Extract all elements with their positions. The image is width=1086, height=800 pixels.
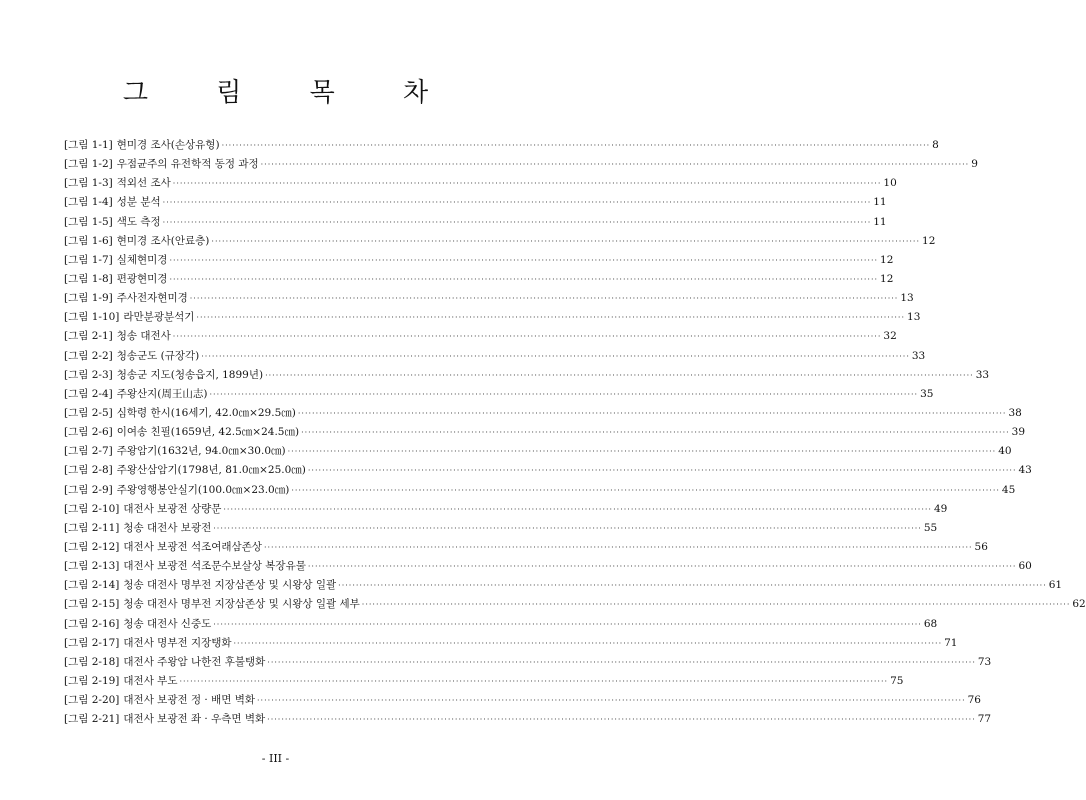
toc-entry[interactable] (64, 174, 897, 193)
figure-label: [그림 1-1] (64, 139, 113, 151)
dot-leader: ········································································································································································································ (291, 485, 1000, 495)
figure-title: 청송 대전사 명부전 지장삼존상 및 시왕상 일괄 (123, 579, 337, 592)
figure-title: 대전사 보광전 정 · 배면 벽화 (123, 694, 256, 707)
page-number: 60 (1018, 560, 1032, 573)
page-number: 40 (998, 445, 1012, 458)
figure-title: 대전사 주왕암 나한전 후불탱화 (123, 655, 266, 668)
figure-label: [그림 1-7] (64, 253, 113, 266)
toc-entry[interactable] (64, 404, 1022, 423)
figure-label: [그림 2-15] (64, 598, 120, 611)
page-number: 8 (932, 139, 939, 151)
figure-label: [그림 2-2] (64, 349, 113, 362)
dot-leader: ········································································································································································································ (172, 179, 882, 189)
page-number: 33 (911, 349, 926, 362)
figure-label: [그림 2-5] (64, 406, 113, 419)
toc-entry[interactable] (64, 710, 992, 729)
figure-label: [그림 1-5] (64, 215, 113, 228)
figure-title: 대전사 보광전 좌 · 우측면 벽화 (123, 713, 266, 726)
page-number: 71 (944, 636, 958, 649)
page-number: 68 (923, 617, 938, 630)
figure-label: [그림 2-6] (64, 426, 113, 439)
figure-title: 대전사 보광전 석조문수보살상 복장유물 (123, 560, 306, 573)
figure-label: [그림 2-11] (64, 521, 120, 534)
figure-title: 대전사 보광전 석조여래삼존상 (123, 540, 262, 553)
figure-title: 대전사 부도 (123, 674, 178, 687)
dot-leader: ········································································································································································································ (213, 523, 922, 533)
figure-title: 청송 대전사 신중도 (123, 617, 212, 630)
dot-leader: ········································································································································································································ (265, 370, 974, 380)
toc-entry[interactable] (64, 385, 934, 404)
toc-entry[interactable] (64, 634, 958, 653)
figure-label: [그림 2-4] (64, 387, 113, 400)
page-number: 11 (873, 196, 887, 209)
page-number: 62 (1072, 598, 1086, 611)
page-number: 11 (873, 215, 887, 228)
toc-entry[interactable] (64, 251, 894, 270)
toc-entry[interactable] (64, 615, 938, 634)
toc-entry[interactable] (64, 366, 990, 385)
toc-entry[interactable] (64, 347, 926, 366)
toc-entry[interactable] (64, 576, 1063, 595)
figure-title: 청송 대전사 보광전 (123, 521, 212, 534)
page-number: 13 (907, 311, 921, 324)
page-number: 10 (883, 177, 897, 190)
figure-label: [그림 2-1] (64, 330, 113, 343)
figure-label: [그림 1-9] (64, 292, 113, 305)
dot-leader: ········································································································································································································ (263, 542, 973, 552)
toc-entry[interactable] (64, 461, 1032, 480)
figure-label: [그림 1-4] (64, 196, 113, 209)
toc-entry[interactable] (64, 595, 1086, 614)
dot-leader: ········································································································································································································ (162, 198, 872, 208)
dot-leader: ········································································································································································································ (223, 504, 932, 514)
figure-label: [그림 2-13] (64, 560, 120, 573)
page-number: 75 (890, 674, 904, 687)
toc-entry[interactable] (64, 500, 948, 519)
figure-label: [그림 2-18] (64, 655, 120, 668)
dot-leader: ········································································································································································································ (361, 600, 1071, 610)
figure-label: [그림 2-9] (64, 483, 113, 496)
toc-entry[interactable] (64, 423, 1026, 442)
page-number: 12 (922, 234, 936, 247)
dot-leader: ········································································································································································································ (169, 274, 879, 284)
dot-leader: ········································································································································································································ (209, 389, 919, 399)
toc-entry[interactable] (64, 232, 936, 251)
figure-label: [그림 2-20] (64, 694, 120, 707)
dot-leader: ········································································································································································································ (221, 141, 931, 150)
figure-title: 주왕암기(1632년, 94.0㎝×30.0㎝) (116, 445, 286, 458)
figure-title: 청송 대전사 명부전 지장삼존상 및 시왕상 일괄 세부 (123, 598, 360, 611)
page-number: 32 (883, 330, 897, 343)
toc-entry[interactable] (64, 155, 978, 174)
figure-label: [그림 1-2] (64, 158, 113, 171)
figure-title: 주사전자현미경 (116, 292, 188, 305)
figure-title: 현미경 조사(안료층) (116, 234, 210, 247)
dot-leader: ········································································································································································································ (307, 562, 1017, 572)
toc-entry[interactable] (64, 538, 988, 557)
page-number: 43 (1018, 464, 1032, 477)
table-of-figures (64, 136, 1086, 729)
toc-entry[interactable] (64, 691, 981, 710)
figure-label: [그림 2-3] (64, 368, 113, 381)
figure-label: [그림 2-16] (64, 617, 120, 630)
page-number: 12 (880, 272, 894, 285)
toc-entry[interactable] (64, 136, 939, 155)
figure-title: 대전사 보광전 상량문 (123, 502, 222, 515)
page-number: 38 (1008, 406, 1022, 419)
figure-title: 적외선 조사 (116, 177, 171, 190)
page-number: 55 (923, 521, 938, 534)
figure-label: [그림 2-14] (64, 579, 120, 592)
figure-title: 주왕산지(周王山志) (116, 387, 208, 400)
toc-entry[interactable] (64, 327, 897, 346)
figure-label: [그림 2-7] (64, 445, 113, 458)
page-number: 56 (974, 540, 988, 553)
dot-leader: ········································································································································································································ (189, 294, 899, 304)
figure-label: [그림 2-19] (64, 674, 120, 687)
figure-label: [그림 1-6] (64, 234, 113, 247)
dot-leader: ········································································································································································································ (179, 676, 889, 686)
toc-entry[interactable] (64, 193, 887, 212)
dot-leader: ········································································································································································································ (338, 581, 1047, 591)
figure-label: [그림 1-10] (64, 311, 120, 324)
page-number: 35 (920, 387, 934, 400)
page-number: 76 (967, 694, 981, 707)
figure-title: 편광현미경 (116, 272, 168, 285)
figure-title: 실체현미경 (116, 253, 168, 266)
page-number: 61 (1048, 579, 1063, 592)
toc-entry[interactable] (64, 672, 904, 691)
figure-title: 라만분광분석기 (123, 311, 195, 324)
dot-leader: ········································································································································································································ (201, 351, 910, 361)
figure-title: 색도 측정 (116, 215, 161, 228)
page-number: 73 (977, 655, 992, 668)
page-number: 77 (977, 713, 992, 726)
page-number: 45 (1001, 483, 1016, 496)
figure-label: [그림 1-3] (64, 177, 113, 190)
dot-leader: ········································································································································································································ (301, 428, 1010, 438)
dot-leader: ········································································································································································································ (307, 466, 1017, 476)
figure-title: 청송군 지도(청송읍지, 1899년) (116, 368, 264, 381)
figure-label: [그림 2-8] (64, 464, 113, 477)
page-number: 39 (1011, 426, 1026, 439)
dot-leader: ········································································································································································································ (267, 715, 976, 725)
page-number: 33 (975, 368, 990, 381)
figure-label: [그림 2-10] (64, 502, 120, 515)
figure-label: [그림 2-21] (64, 713, 120, 726)
page-number: 9 (971, 158, 978, 171)
dot-leader: ········································································································································································································ (211, 236, 921, 246)
figure-label: [그림 2-12] (64, 540, 120, 553)
figure-title: 청송군도 (규장각) (116, 349, 200, 362)
dot-leader: ········································································································································································································ (257, 696, 966, 706)
toc-entry[interactable] (64, 213, 887, 232)
dot-leader: ········································································································································································································ (287, 447, 997, 457)
page-number-footer: - III - (261, 752, 290, 765)
toc-entry[interactable] (64, 653, 992, 672)
toc-entry[interactable] (64, 557, 1032, 576)
figure-title: 이여송 친필(1659년, 42.5㎝×24.5㎝) (116, 426, 300, 439)
dot-leader: ········································································································································································································ (162, 217, 872, 227)
toc-entry[interactable] (64, 519, 938, 538)
dot-leader: ········································································································································································································ (172, 332, 882, 342)
figure-title: 주왕영행봉안실기(100.0㎝×23.0㎝) (116, 483, 290, 496)
figure-title: 대전사 명부전 지장탱화 (123, 636, 232, 649)
page-number: 12 (880, 253, 894, 266)
dot-leader: ········································································································································································································ (267, 657, 976, 667)
figure-label: [그림 1-8] (64, 272, 113, 285)
figure-title: 성분 분석 (116, 196, 161, 209)
figure-title: 심학령 한시(16세기, 42.0㎝×29.5㎝) (116, 406, 296, 419)
figure-title: 주왕산삼암기(1798년, 81.0㎝×25.0㎝) (116, 464, 306, 477)
toc-entry[interactable] (64, 308, 921, 327)
page-number: 49 (933, 502, 948, 515)
page-number: 13 (900, 292, 914, 305)
toc-entry[interactable] (64, 289, 914, 308)
toc-entry[interactable] (64, 481, 1016, 500)
figure-title: 현미경 조사(손상유형) (116, 139, 220, 151)
figure-label: [그림 2-17] (64, 636, 120, 649)
dot-leader: ········································································································································································································ (169, 255, 879, 265)
toc-entry[interactable] (64, 270, 894, 289)
toc-entry[interactable] (64, 442, 1012, 461)
dot-leader: ········································································································································································································ (213, 619, 922, 629)
figure-title: 청송 대전사 (116, 330, 171, 343)
dot-leader: ········································································································································································································ (260, 160, 970, 170)
dot-leader: ········································································································································································································ (233, 638, 943, 648)
figure-title: 우점균주의 유전학적 동정 과정 (116, 158, 259, 171)
dot-leader: ········································································································································································································ (297, 408, 1007, 418)
page-title: 그 림 목 차 (122, 78, 459, 108)
dot-leader: ········································································································································································································ (196, 313, 906, 323)
